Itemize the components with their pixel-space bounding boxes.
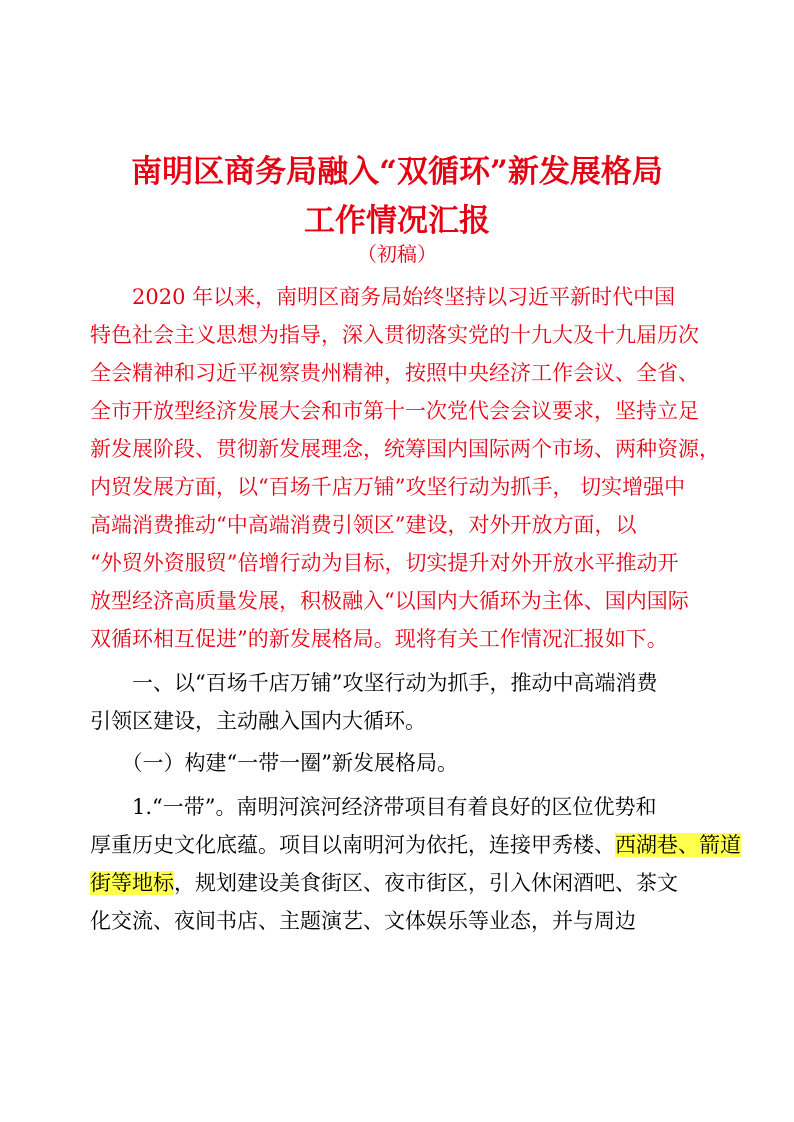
section1-heading-line: 引领区建设，主动融入国内大循环。: [90, 709, 426, 733]
intro-paragraph-line: 2020 年以来，南明区商务局始终坚持以习近平新时代中国: [90, 285, 676, 309]
intro-paragraph-line: 全会精神和习近平视察贵州精神，按照中央经济工作会议、全省、: [90, 361, 699, 385]
highlighted-text: 街等地标: [90, 871, 174, 895]
intro-paragraph-line: 放型经济高质量发展，积极融入“以国内大循环为主体、国内国际: [90, 589, 689, 613]
document-title-line2: 工作情况汇报: [304, 203, 490, 239]
item1-line: 1.“一带”。南明河滨河经济带项目有着良好的区位优势和: [90, 795, 657, 819]
intro-paragraph-line: “外贸外资服贸”倍增行动为目标，切实提升对外开放水平推动开: [90, 551, 679, 575]
intro-paragraph-line: 高端消费推动“中高端消费引领区”建设，对外开放方面，以: [90, 513, 637, 537]
intro-paragraph-line: 内贸发展方面，以“百场千店万铺”攻坚行动为抓手， 切实增强中: [90, 475, 686, 499]
intro-paragraph-line: 双循环相互促进”的新发展格局。现将有关工作情况汇报如下。: [90, 627, 668, 651]
document-subtitle: （初稿）: [357, 242, 437, 266]
item1-line: [90, 830, 741, 860]
subsection1-heading: （一）构建“一带一圈”新发展格局。: [90, 751, 458, 775]
item1-line: [90, 868, 708, 898]
intro-paragraph-line: 全市开放型经济发展大会和市第十一次党代会会议要求，坚持立足: [90, 399, 699, 423]
document-title-line1: 南明区商务局融入“双循环”新发展格局: [131, 154, 663, 190]
highlighted-text: 西湖巷、箭道: [615, 833, 741, 857]
item1-line: 化交流、夜间书店、主题演艺、文体娱乐等业态，并与周边: [90, 909, 636, 933]
item1-text: 厚重历史文化底蕴。项目以南明河为依托，连接甲秀楼、: [90, 833, 615, 857]
section1-heading-line: 一、以“百场千店万铺”攻坚行动为抓手，推动中高端消费: [90, 671, 658, 695]
item1-text: ，规划建设美食街区、夜市街区，引入休闲酒吧、茶文: [174, 871, 678, 895]
intro-paragraph-line: 特色社会主义思想为指导，深入贯彻落实党的十九大及十九届历次: [90, 323, 699, 347]
intro-paragraph-line: 新发展阶段、贯彻新发展理念，统筹国内国际两个市场、两种资源，: [90, 437, 720, 461]
